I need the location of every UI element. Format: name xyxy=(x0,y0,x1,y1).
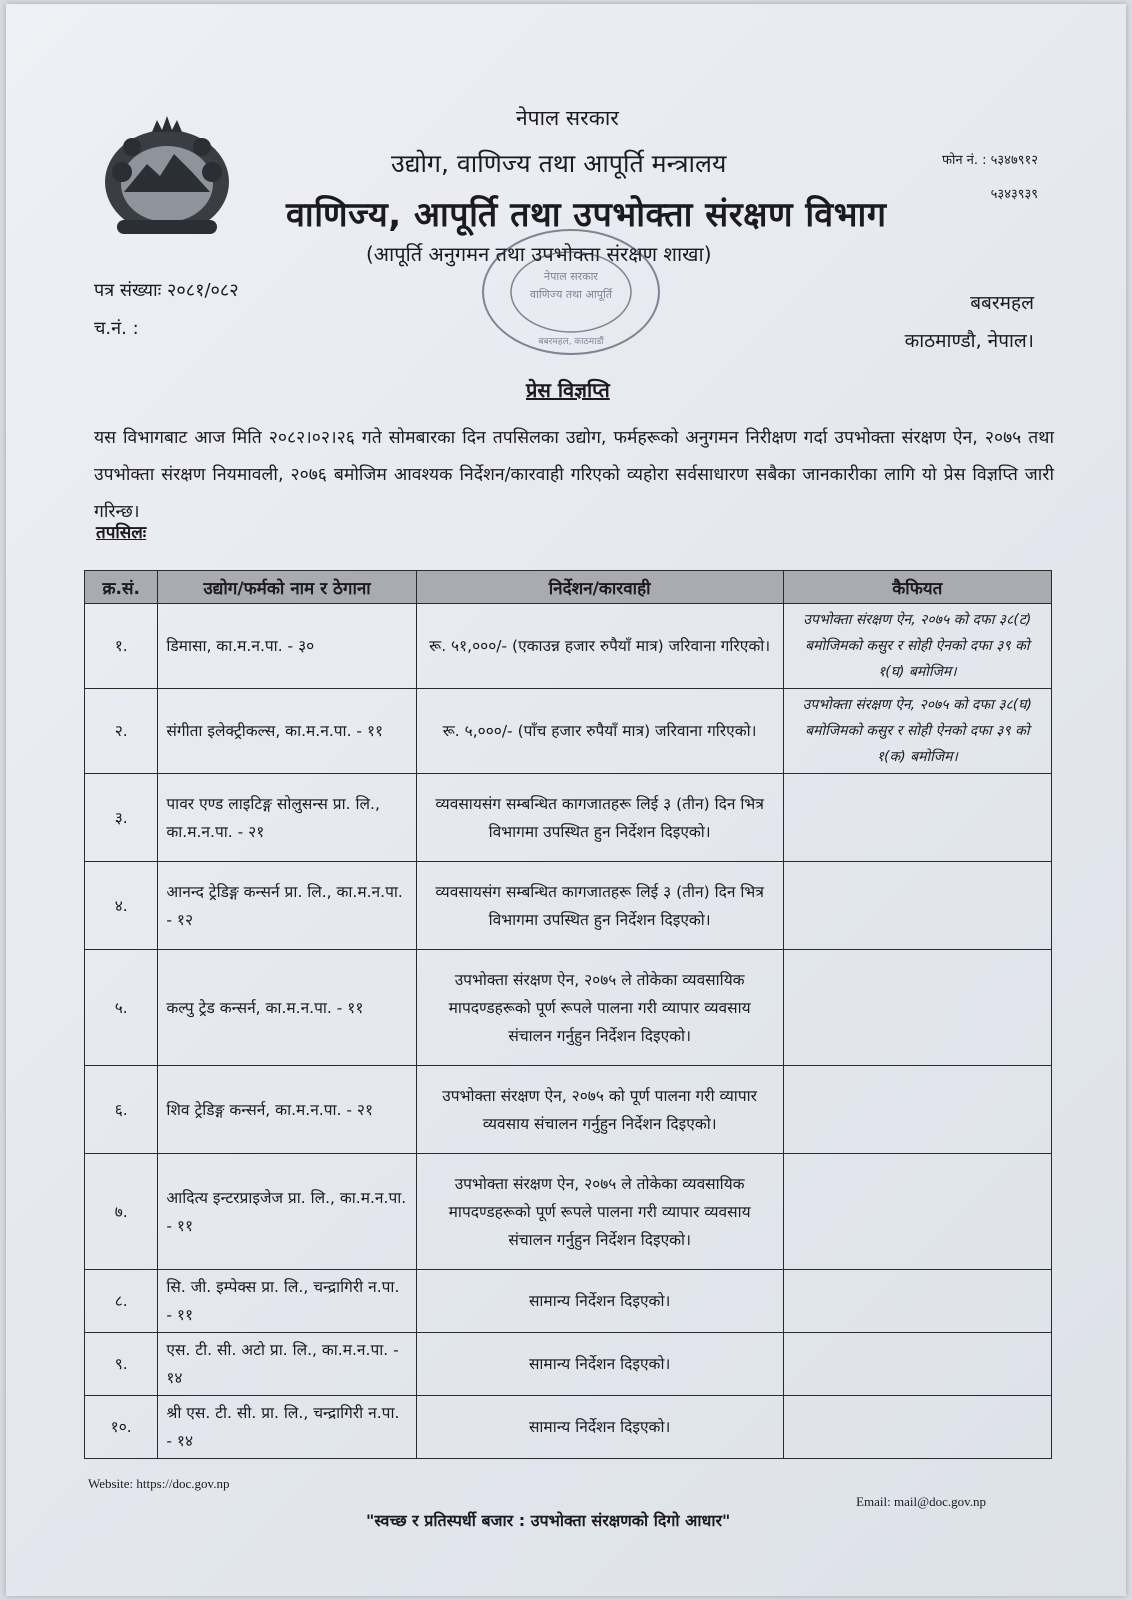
table-row xyxy=(85,1333,1052,1396)
government-name: नेपाल सरकार xyxy=(516,106,619,130)
official-stamp xyxy=(476,222,666,362)
phone-number-1: फोन नं. : ५३४७९१२ xyxy=(941,153,1038,168)
cell-remarks xyxy=(783,950,1051,1066)
table-row xyxy=(85,774,1052,862)
col-header-remarks: कैफियत xyxy=(783,571,1051,604)
cell-action: सामान्य निर्देशन दिइएको। xyxy=(416,1333,783,1396)
reference-block xyxy=(94,272,239,348)
table-row xyxy=(85,604,1052,689)
cell-firm: आदित्य इन्टरप्राइजेज प्रा. लि., का.म.न.पा. - ११ xyxy=(158,1154,416,1270)
footer-website: Website: https://doc.gov.np xyxy=(88,1476,230,1491)
phone-number-2: ५३४३९३९ xyxy=(990,187,1038,202)
cell-remarks: उपभोक्ता संरक्षण ऐन, २०७५ को दफा ३८(घ) बमोजिमको कसुर र सोही ऐनको दफा ३९ को १(क) बमोजिम। xyxy=(783,689,1051,774)
footer-slogan: "स्वच्छ र प्रतिस्पर्धी बजार : उपभोक्ता संरक्षणको दिगो आधार" xyxy=(366,1511,731,1530)
notice-title: प्रेस विज्ञप्ति xyxy=(526,378,610,402)
cell-firm: संगीता इलेक्ट्रीकल्स, का.म.न.पा. - ११ xyxy=(158,689,416,774)
cell-action: सामान्य निर्देशन दिइएको। xyxy=(416,1270,783,1333)
cell-action: सामान्य निर्देशन दिइएको। xyxy=(416,1396,783,1459)
table-row xyxy=(85,1396,1052,1459)
address-line-2: काठमाण्डौ, नेपाल। xyxy=(904,330,1034,352)
cell-remarks xyxy=(783,774,1051,862)
cell-firm: सि. जी. इम्पेक्स प्रा. लि., चन्द्रागिरी न.पा. - ११ xyxy=(158,1270,416,1333)
cell-remarks xyxy=(783,1333,1051,1396)
address-line-1: बबरमहल xyxy=(970,292,1034,314)
cell-action: रू. ५१,०००/- (एकाउन्न हजार रुपैयाँ मात्र) जरिवाना गरिएको। xyxy=(416,604,783,689)
cell-firm: पावर एण्ड लाइटिङ्ग सोलुसन्स प्रा. लि., का.म.न.पा. - २१ xyxy=(158,774,416,862)
cell-remarks xyxy=(783,1154,1051,1270)
cell-remarks xyxy=(783,1396,1051,1459)
cell-sn: १. xyxy=(85,604,158,689)
cell-action: उपभोक्ता संरक्षण ऐन, २०७५ ले तोकेका व्यवसायिक मापदण्डहरूको पूर्ण रूपले पालना गरी व्यापार व्यवसाय संचालन गर्नुहुन निर्देशन दिइएको। xyxy=(416,950,783,1066)
cell-sn: ९. xyxy=(85,1333,158,1396)
cell-remarks xyxy=(783,862,1051,950)
cell-action: व्यवसायसंग सम्बन्धित कागजातहरू लिई ३ (तीन) दिन भित्र विभागमा उपस्थित हुन निर्देशन दिइएको। xyxy=(416,862,783,950)
nepal-emblem-icon xyxy=(92,112,242,242)
cell-action: व्यवसायसंग सम्बन्धित कागजातहरू लिई ३ (तीन) दिन भित्र विभागमा उपस्थित हुन निर्देशन दिइएको। xyxy=(416,774,783,862)
table-row xyxy=(85,1066,1052,1154)
table-row xyxy=(85,950,1052,1066)
phone-block xyxy=(942,144,1038,212)
table-row xyxy=(85,1270,1052,1333)
cell-sn: २. xyxy=(85,689,158,774)
cell-sn: ३. xyxy=(85,774,158,862)
col-header-sn: क्र.सं. xyxy=(85,571,158,604)
cell-remarks xyxy=(783,1066,1051,1154)
stamp-line-3: बबरमहल, काठमाडौं xyxy=(538,337,604,347)
section-name: (आपूर्ति अनुगमन तथा उपभोक्ता संरक्षण शाखा) xyxy=(366,242,712,266)
cell-action: उपभोक्ता संरक्षण ऐन, २०७५ को पूर्ण पालना गरी व्यापार व्यवसाय संचालन गर्नुहुन निर्देशन दिइएको। xyxy=(416,1066,783,1154)
table-row xyxy=(85,1154,1052,1270)
footer-email: Email: mail@doc.gov.np xyxy=(856,1494,986,1509)
cell-firm: डिमासा, का.म.न.पा. - ३० xyxy=(158,604,416,689)
dispatch-number: च.नं. : xyxy=(94,318,139,339)
stamp-line-1: नेपाल सरकार xyxy=(544,270,598,283)
cell-sn: १०. xyxy=(85,1396,158,1459)
cell-firm: शिव ट्रेडिङ्ग कन्सर्न, का.म.न.पा. - २१ xyxy=(158,1066,416,1154)
cell-firm: एस. टी. सी. अटो प्रा. लि., का.म.न.पा. - १४ xyxy=(158,1333,416,1396)
col-header-action: निर्देशन/कारवाही xyxy=(416,571,783,604)
table-header-row xyxy=(85,571,1052,604)
cell-sn: ८. xyxy=(85,1270,158,1333)
cell-action: उपभोक्ता संरक्षण ऐन, २०७५ ले तोकेका व्यवसायिक मापदण्डहरूको पूर्ण रूपले पालना गरी व्यापार व्यवसाय संचालन गर्नुहुन निर्देशन दिइएको। xyxy=(416,1154,783,1270)
cell-sn: ७. xyxy=(85,1154,158,1270)
letter-number: पत्र संख्याः २०८१/०८२ xyxy=(94,280,239,301)
cell-firm: श्री एस. टी. सी. प्रा. लि., चन्द्रागिरी न.पा. - १४ xyxy=(158,1396,416,1459)
table-row xyxy=(85,689,1052,774)
inspection-table xyxy=(84,570,1052,1459)
office-address xyxy=(905,284,1034,360)
stamp-line-2: वाणिज्य तथा आपूर्ति xyxy=(529,288,613,301)
letter-page xyxy=(6,4,1126,1596)
cell-remarks xyxy=(783,1270,1051,1333)
cell-sn: ४. xyxy=(85,862,158,950)
cell-sn: ५. xyxy=(85,950,158,1066)
department-name: वाणिज्य, आपूर्ति तथा उपभोक्ता संरक्षण विभाग xyxy=(286,195,887,235)
cell-firm: कल्पु ट्रेड कन्सर्न, का.म.न.पा. - ११ xyxy=(158,950,416,1066)
col-header-firm: उद्योग/फर्मको नाम र ठेगाना xyxy=(158,571,416,604)
table-row xyxy=(85,862,1052,950)
cell-action: रू. ५,०००/- (पाँच हजार रुपैयाँ मात्र) जरिवाना गरिएको। xyxy=(416,689,783,774)
cell-sn: ६. xyxy=(85,1066,158,1154)
notice-body: यस विभागबाट आज मिति २०८२।०२।२६ गते सोमबारका दिन तपसिलका उद्योग, फर्महरूको अनुगमन निरीक्षण गर्दा उपभोक्ता संरक्षण ऐन, २०७५ तथा उपभोक्ता संरक्षण नियमावली, २०७६ बमोजिम आवश्यक निर्देशन/कारवाही गरिएको व्यहोरा सर्वसाधारण सबैका जानकारीका लागि यो प्रेस विज्ञप्ति जारी गरिन्छ। xyxy=(94,428,1054,522)
details-label: तपसिलः xyxy=(96,523,147,543)
ministry-name: उद्योग, वाणिज्य तथा आपूर्ति मन्त्रालय xyxy=(391,149,727,178)
cell-firm: आनन्द ट्रेडिङ्ग कन्सर्न प्रा. लि., का.म.न.पा. - १२ xyxy=(158,862,416,950)
cell-remarks: उपभोक्ता संरक्षण ऐन, २०७५ को दफा ३८(ट) बमोजिमको कसुर र सोही ऐनको दफा ३९ को १(घ) बमोजिम। xyxy=(783,604,1051,689)
